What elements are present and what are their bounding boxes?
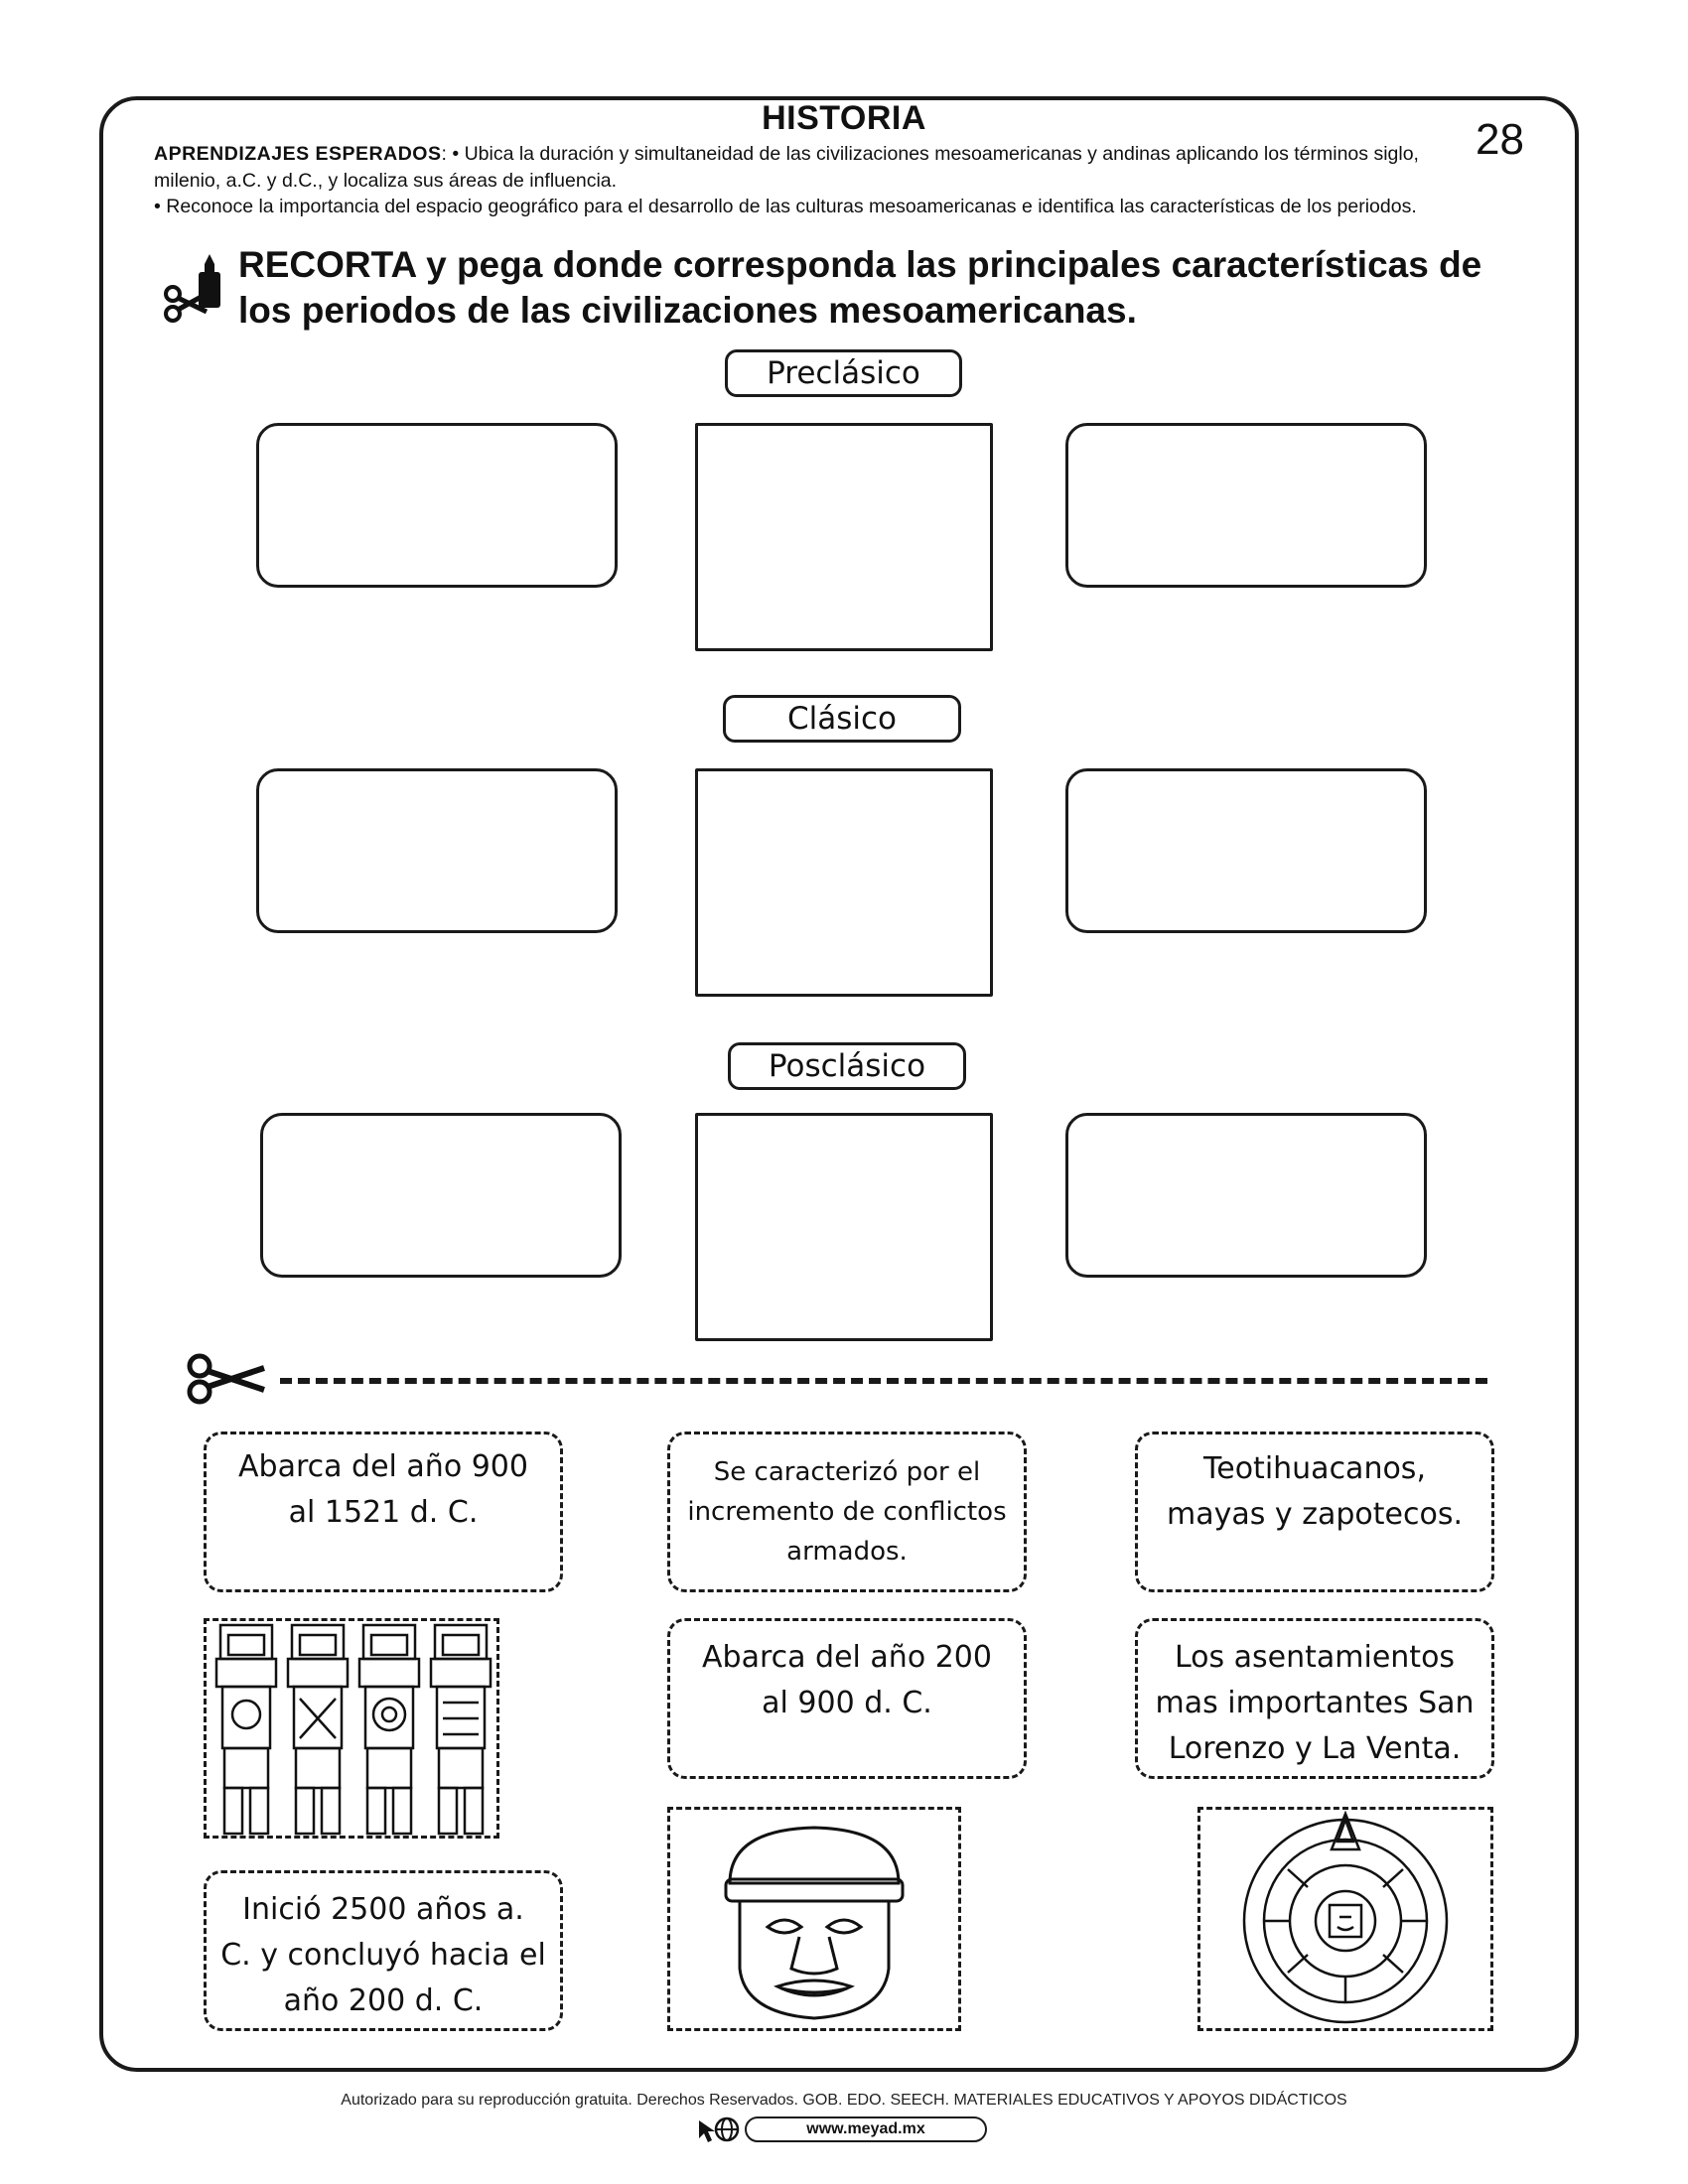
- cutout-text: mas importantes San: [1155, 1686, 1475, 1720]
- cutout-text: C. y concluyó hacia el: [220, 1938, 546, 1973]
- cutout-image-card[interactable]: [1197, 1807, 1493, 2031]
- cutout-text: al 1521 d. C.: [288, 1495, 479, 1530]
- cutout-image-card[interactable]: [204, 1618, 499, 1839]
- cutout-text: Se caracterizó por el: [713, 1457, 981, 1487]
- scissors-glue-icon: [163, 254, 232, 324]
- paste-slot-clasico-left[interactable]: [256, 768, 618, 933]
- paste-slot-clasico-right[interactable]: [1065, 768, 1427, 933]
- instruction: [238, 242, 1559, 334]
- subject-title: HISTORIA: [762, 99, 926, 137]
- learning-outcomes: [154, 141, 1475, 220]
- cutout-text: incremento de conflictos: [687, 1497, 1007, 1527]
- cutout-card[interactable]: [667, 1618, 1027, 1779]
- rights-footer: Autorizado para su reproducción gratuita. Derechos Reservados. GOB. EDO. SEECH. MATERIALES EDUCATIVOS Y APOYOS DIDÁCTICOS: [341, 2092, 1347, 2109]
- cutout-text: armados.: [786, 1537, 908, 1567]
- period-label-preclasico: Preclásico: [725, 349, 962, 397]
- period-label-clasico: Clásico: [723, 695, 961, 743]
- cutout-card[interactable]: [204, 1432, 563, 1592]
- learning-label: APRENDIZAJES ESPERADOS: [154, 143, 442, 165]
- paste-slot-posclasico-center[interactable]: [695, 1113, 993, 1341]
- cutout-card[interactable]: [204, 1870, 563, 2031]
- period-label-posclasico: Posclásico: [728, 1042, 966, 1090]
- paste-slot-preclasico-left[interactable]: [256, 423, 618, 588]
- page-number: 28: [1476, 115, 1524, 164]
- paste-slot-posclasico-left[interactable]: [260, 1113, 622, 1278]
- scissors-icon: [187, 1352, 266, 1406]
- cutout-image-card[interactable]: [667, 1807, 961, 2031]
- toltec-atlantes-image: [207, 1621, 496, 1836]
- cutout-text: año 200 d. C.: [283, 1983, 484, 2018]
- cutout-text: Inició 2500 años a.: [242, 1892, 524, 1927]
- cutout-card[interactable]: [1135, 1618, 1494, 1779]
- cutout-text: Abarca del año 200: [702, 1640, 992, 1675]
- cutout-card[interactable]: [1135, 1432, 1494, 1592]
- instruction-line-1: RECORTA y pega donde corresponda las principales características de: [238, 244, 1482, 285]
- learning-line-1: : • Ubica la duración y simultaneidad de las civilizaciones mesoamericanas y andinas aplicando los términos siglo, milenio, a.C. y d.C., y localiza sus áreas de influencia.: [154, 143, 1419, 192]
- paste-slot-clasico-center[interactable]: [695, 768, 993, 997]
- olmec-head-image: [670, 1810, 958, 2028]
- paste-slot-preclasico-center[interactable]: [695, 423, 993, 651]
- cut-line: [280, 1378, 1487, 1384]
- paste-slot-preclasico-right[interactable]: [1065, 423, 1427, 588]
- instruction-line-2: los periodos de las civilizaciones mesoamericanas.: [238, 290, 1137, 331]
- cutout-text: Teotihuacanos,: [1203, 1451, 1426, 1486]
- cutout-text: mayas y zapotecos.: [1167, 1497, 1463, 1532]
- cutout-text: Abarca del año 900: [238, 1449, 528, 1484]
- website-link[interactable]: www.meyad.mx: [745, 2116, 987, 2142]
- paste-slot-posclasico-right[interactable]: [1065, 1113, 1427, 1278]
- cutout-text: al 900 d. C.: [762, 1686, 932, 1720]
- cutout-text: Los asentamientos: [1174, 1640, 1456, 1675]
- cutout-card[interactable]: [667, 1432, 1027, 1592]
- learning-line-2: • Reconoce la importancia del espacio geográfico para el desarrollo de las culturas mesoamericanas e identifica las características de los periodos.: [154, 196, 1417, 217]
- cutout-text: Lorenzo y La Venta.: [1168, 1731, 1462, 1766]
- aztec-sun-stone-image: [1200, 1810, 1490, 2028]
- mouse-globe-icon: [695, 2115, 741, 2144]
